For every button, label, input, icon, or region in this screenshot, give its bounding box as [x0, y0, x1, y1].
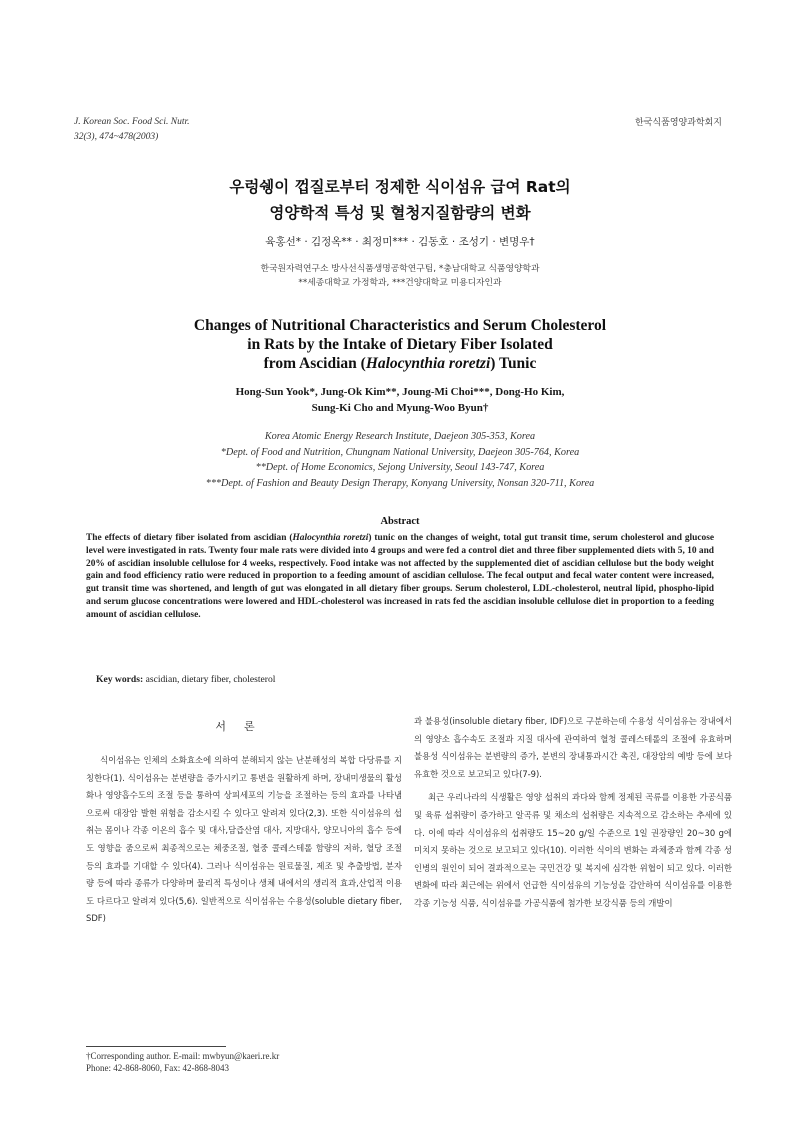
english-affiliation-line4: ***Dept. of Fashion and Beauty Design Therapy, Konyang University, Nonsan 320-711, Korea: [205, 477, 595, 489]
english-title-line2: in Rats by the Intake of Dietary Fiber Isolated: [247, 336, 553, 353]
footnote-email: †Corresponding author. E-mail: mwbyun@kaeri.re.kr: [86, 1051, 280, 1061]
korean-title-line2: 영양학적 특성 및 혈청지질함량의 변화: [269, 204, 531, 222]
english-affiliation-line3: **Dept. of Home Economics, Sejong University, Seoul 143-747, Korea: [255, 462, 545, 473]
english-affiliation-line2: *Dept. of Food and Nutrition, Chungnam National University, Daejeon 305-764, Korea: [220, 446, 580, 458]
abstract-species-name: Halocynthia roretzi: [292, 533, 369, 543]
english-authors: [0, 384, 800, 416]
paragraph: 식이섬유는 인체의 소화효소에 의하여 분해되지 않는 난분해성의 복합 다당류를 지칭한다(1). 식이섬유는 분변량을 증가시키고 통변을 원활하게 하며, 장내미생물의 활성화나 영양흡수도의 조절 등을 통하여 상피세포의 기능을 조절하는 등의 효과를 나타냄으로써 대장암 발현 위험을 감소시킬 수 있다고 알려져 있다(2,3). 또한 식이섬유의 섭취는 몸이나 각종 이온의 흡수 및 대사,담즙산염 대사, 지방대사, 양모니아의 흡수 등에도 영향을 줌으로써 최종적으로는 체중조절, 혈중 콜레스테롤 함량의 저하, 혈당 조절 등의 효과를 기대할 수 있다(4). 그러나 식이섬유는 원료물질, 제조 및 추출방법, 분자량 등에 따라 종류가 다양하며 물리적 특성이나 생체 내에서의 생리적 효과,산업적 이용도 다르다고 알려져 있다(5,6). 일반적으로 식이섬유는 수용성(soluble dietary fiber, SDF): [86, 755, 402, 924]
english-affiliations: [0, 429, 800, 491]
section-heading-introduction: 서론: [215, 720, 273, 733]
species-name: Halocynthia roretzi: [365, 355, 491, 372]
korean-affiliation-line1: 한국원자력연구소 방사선식품생명공학연구팀, *충남대학교 식품영양학과: [260, 264, 540, 274]
society-name: 한국식품영양과학회지: [635, 118, 722, 128]
keywords: [96, 674, 275, 685]
paragraph: 최근 우리나라의 식생활은 영양 섭취의 과다와 함께 정제된 곡류를 이용한 가공식품 및 육류 섭취량이 증가하고 알곡류 및 채소의 섭취량은 지속적으로 감소하는 추세에 있다. 이에 따라 식이섬유의 섭취량도 15~20 g/일 수준으로 1일 권장량인 20~30 g에 미치지 못하는 것으로 보고되고 있다(10). 이러한 식이의 변화는 과체중과 함께 각종 성인병의 원인이 되어 결과적으로는 국민건강 및 복지에 심각한 위협이 되고 있다. 이러한 변화에 따라 최근에는 위에서 언급한 식이섬유의 기능성을 감안하여 식이섬유를 이용한 각종 기능성 식품, 식이섬유를 가공식품에 첨가한 보강식품 등의 개발이: [414, 792, 732, 908]
footnote-phone: Phone: 42-868-8060, Fax: 42-868-8043: [86, 1063, 229, 1073]
english-title: [0, 316, 800, 373]
english-authors-line1: Hong-Sun Yook*, Jung-Ok Kim**, Joung-Mi Choi***, Dong-Ho Kim,: [235, 386, 565, 398]
korean-authors: 육홍선* · 김정옥** · 최정미*** · 김동호 · 조성기 · 변명우†: [265, 236, 535, 248]
korean-affiliation-line2: **세종대학교 가정학과, ***건양대학교 미용디자인과: [298, 278, 502, 288]
keywords-label: Key words:: [96, 674, 144, 685]
corresponding-author-footnote: [86, 1050, 279, 1074]
footnote-divider: [86, 1046, 226, 1047]
journal-citation: [74, 115, 189, 145]
korean-title: [0, 174, 800, 226]
body-column-left: [86, 752, 402, 928]
body-column-right: [414, 713, 732, 913]
journal-name: J. Korean Soc. Food Sci. Nutr.: [74, 117, 190, 127]
abstract-text: The effects of dietary fiber isolated from ascidian (Halocynthia roretzi) tunic on the changes of weight, total gut transit time, serum cholesterol and glucose level were investigated in rats. Twenty four male rats were divided into 4 groups and were fed a control diet and three fiber supplemented diets with 5, 10 and 20% of ascidian insoluble cellulose for 4 weeks, respectively. Food intake was not affected by the supplemented diet of ascidian cellulose but the body weight gain and food efficiency ratio were reduced in proportion to a feeding amount of ascidian cellulose. The fecal output and fecal water content were increased, gut transit time was shortened, and length of gut was elongated in all dietary fiber groups. Serum cholesterol, LDL-cholesterol, neutral lipid, phospho-lipid and serum glucose concentrations were lowered and HDL-cholesterol was increased in rats fed the ascidian insoluble cellulose diet in proportion to a feeding amount of ascidian cellulose.: [86, 533, 715, 620]
korean-affiliations: [0, 262, 800, 290]
korean-title-line1: 우렁쉥이 껍질로부터 정제한 식이섬유 급여 Rat의: [229, 178, 571, 196]
english-title-line1: Changes of Nutritional Characteristics and Serum Cholesterol: [193, 317, 607, 334]
journal-volume: 32(3), 474~478(2003): [74, 132, 159, 142]
english-title-line3: from Ascidian (Halocynthia roretzi) Tunic: [263, 355, 537, 372]
paragraph: 과 불용성(insoluble dietary fiber, IDF)으로 구분하는데 수용성 식이섬유는 장내에서의 영양소 흡수속도 조절과 지질 대사에 관여하여 혈청 콜레스테롤의 조절에 유효하며 불용성 식이섬유는 분변량의 증가, 분변의 장내통과시간 촉진, 대장암의 예방 등에 보다 유효한 것으로 보고되고 있다(7-9).: [414, 716, 732, 779]
english-affiliation-line1: Korea Atomic Energy Research Institute, Daejeon 305-353, Korea: [264, 431, 536, 442]
english-authors-line2: Sung-Ki Cho and Myung-Woo Byun†: [311, 402, 489, 414]
abstract-heading: Abstract: [380, 516, 420, 527]
keywords-value: ascidian, dietary fiber, cholesterol: [145, 674, 276, 685]
